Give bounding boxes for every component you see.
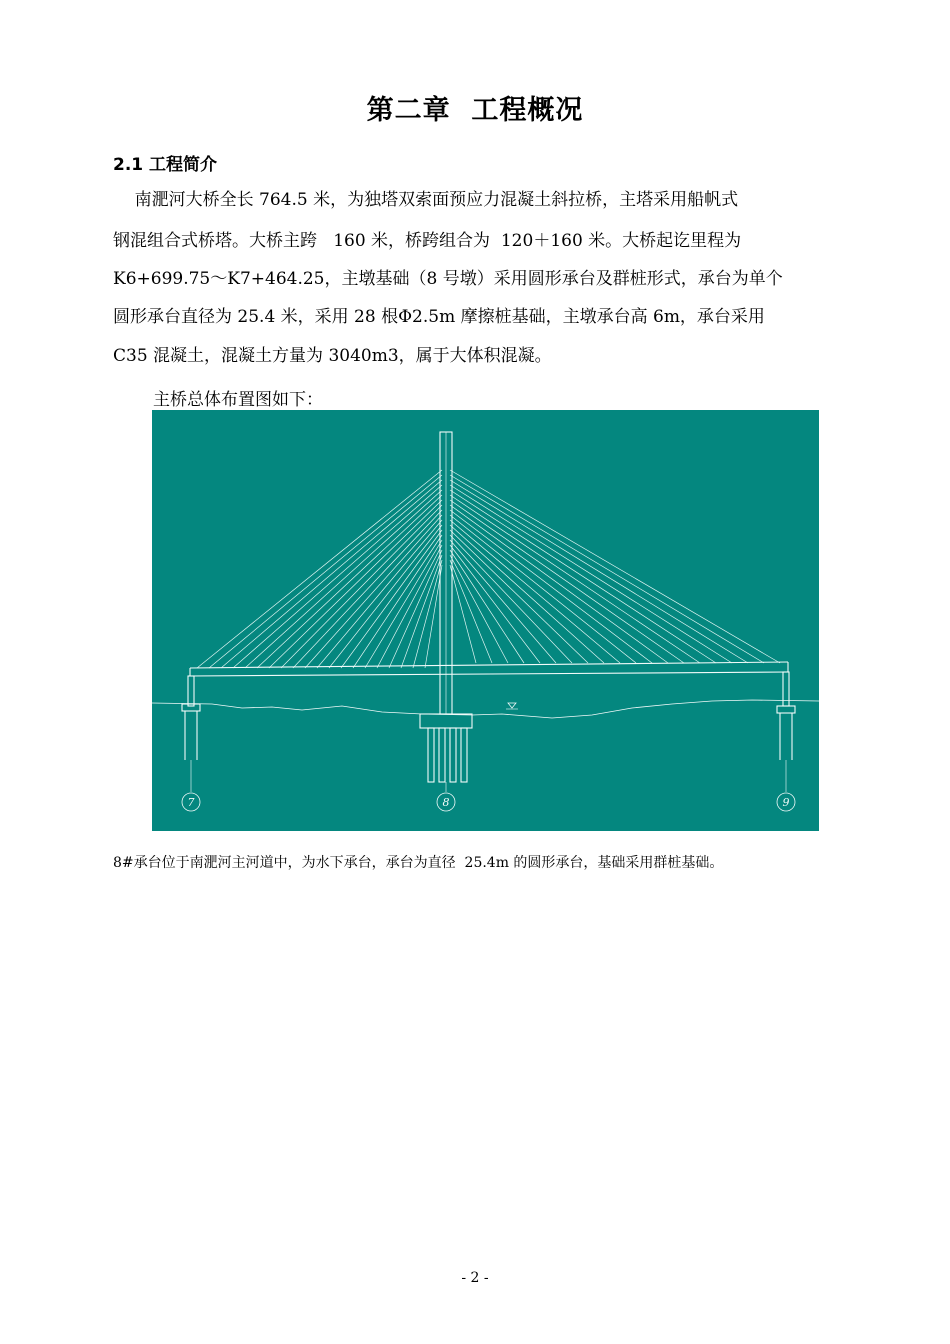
pier-label-8: 8 — [442, 796, 450, 809]
figure-intro: 主桥总体布置图如下： — [153, 390, 323, 410]
paragraph-line-1: 南淝河大桥全长 764.5 米，为独塔双索面预应力混凝土斜拉桥，主塔采用船帆式 — [113, 190, 739, 210]
page-title: 第二章 工程概况 — [366, 95, 584, 126]
pier-label-9: 9 — [782, 796, 790, 809]
paragraph-line-5: C35 混凝土，混凝土方量为 3040m3，属于大体积混凝。 — [113, 346, 552, 366]
water-line — [152, 700, 819, 718]
pier-label-7: 7 — [187, 796, 195, 809]
paragraph-line-3: K6+699.75～K7+464.25，主墩基础（8 号墩）采用圆形承台及群桩形式，承台为单个 — [113, 269, 783, 289]
paragraph-line-4: 圆形承台直径为 25.4 米，采用 28 根Φ2.5m 摩擦桩基础，主墩承台高 6m，承台采用 — [113, 307, 765, 327]
section-heading: 2.1 工程简介 — [113, 155, 218, 175]
pier-7 — [188, 676, 194, 706]
figure-caption: 8#承台位于南淝河主河道中，为水下承台，承台为直径 25.4m 的圆形承台，基础采用群桩基础。 — [113, 855, 724, 871]
bridge-deck — [190, 662, 788, 668]
page-number: - 2 - — [461, 1270, 489, 1286]
bridge-layout-figure — [152, 410, 819, 831]
bridge-drawing — [152, 410, 819, 831]
paragraph-line-2: 钢混组合式桥塔。大桥主跨 160 米，桥跨组合为 120＋160 米。大桥起讫里程为 — [113, 231, 742, 251]
pile-cap-8 — [420, 714, 472, 728]
